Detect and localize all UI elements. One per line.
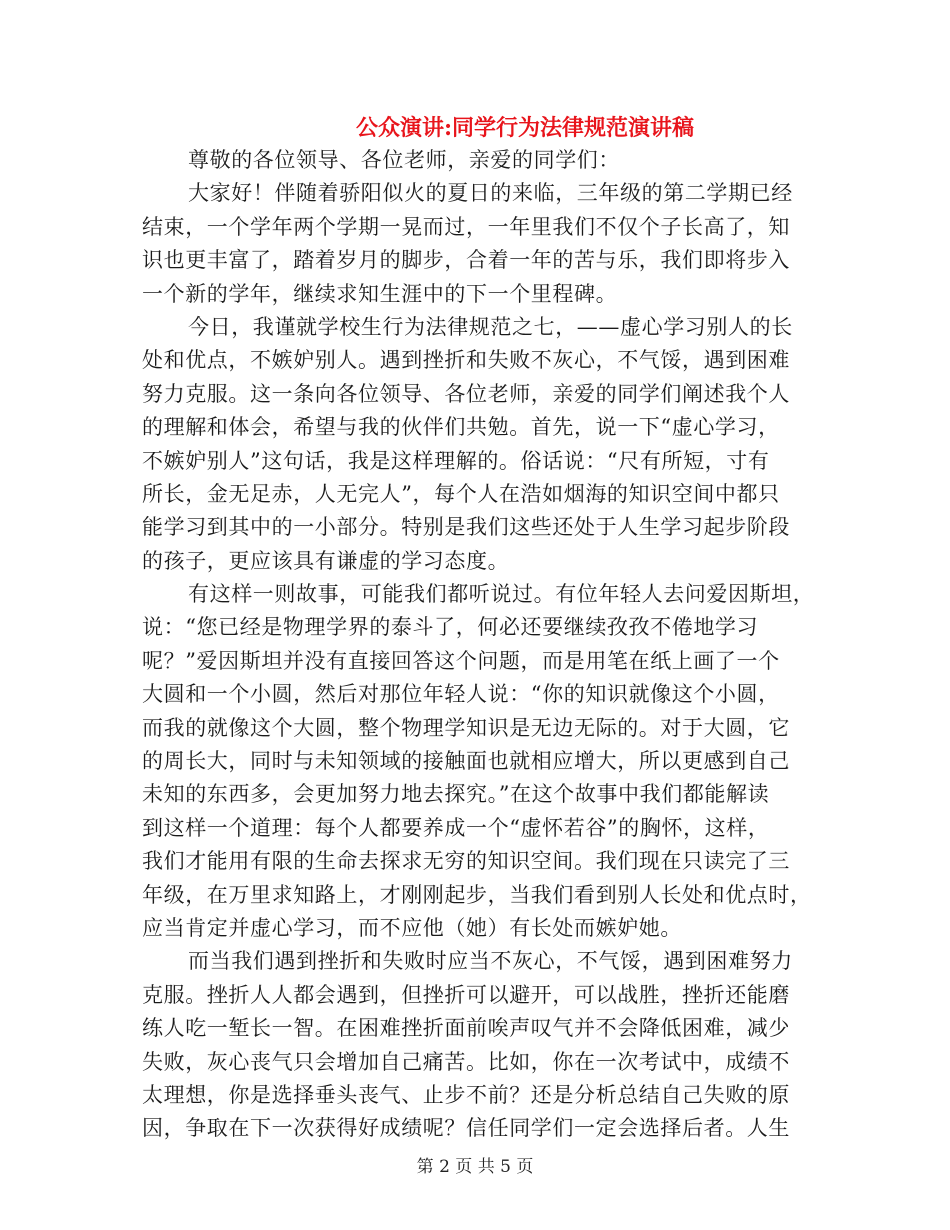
- page-number-footer: 第 2 页 共 5 页: [416, 1157, 534, 1177]
- text-line: 太理想，你是选择垂头丧气、止步不前？还是分析总结自己失败的原: [142, 1082, 790, 1107]
- text-line: 一个新的学年，继续求知生涯中的下一个里程碑。: [142, 281, 618, 306]
- document-title: 公众演讲:同学行为法律规范演讲稿: [355, 115, 695, 141]
- text-line: 处和优点，不嫉妒别人。遇到挫折和失败不灰心，不气馁，遇到困难: [142, 348, 790, 373]
- text-line: 失败，灰心丧气只会增加自己痛苦。比如，你在一次考试中，成绩不: [142, 1049, 790, 1074]
- text-line: 大圆和一个小圆，然后对那位年轻人说：“你的知识就像这个小圆，: [142, 682, 780, 707]
- text-line: 练人吃一堑长一智。在困难挫折面前唉声叹气并不会降低困难，减少: [142, 1016, 790, 1041]
- text-line: 而当我们遇到挫折和失败时应当不灰心，不气馁，遇到困难努力: [188, 949, 793, 974]
- text-line: 未知的东西多，会更加努力地去探究。”在这个故事中我们都能解读: [142, 782, 770, 807]
- document-body: [142, 144, 815, 1146]
- text-line: 不嫉妒别人”这句话，我是这样理解的。俗话说：“尺有所短，寸有: [142, 448, 770, 473]
- text-line: 能学习到其中的一小部分。特别是我们这些还处于人生学习起步阶段: [142, 515, 790, 540]
- text-line: 到这样一个道理：每个人都要养成一个“虚怀若谷”的胸怀，这样，: [142, 815, 770, 840]
- text-line: 因，争取在下一次获得好成绩呢？信任同学们一定会选择后者。人生: [142, 1116, 790, 1141]
- text-line: 努力克服。这一条向各位领导、各位老师，亲爱的同学们阐述我个人: [142, 381, 790, 406]
- text-line: 的周长大，同时与未知领域的接触面也就相应增大，所以更感到自己: [142, 749, 790, 774]
- text-line: 大家好！伴随着骄阳似火的夏日的来临，三年级的第二学期已经: [188, 181, 793, 206]
- text-line: 我们才能用有限的生命去探求无穷的知识空间。我们现在只读完了三: [142, 849, 790, 874]
- text-line: 克服。挫折人人都会遇到，但挫折可以避开，可以战胜，挫折还能磨: [142, 982, 790, 1007]
- text-line: 而我的就像这个大圆，整个物理学知识是无边无际的。对于大圆，它: [142, 715, 790, 740]
- text-line: 所长，金无足赤，人无完人”，每个人在浩如烟海的知识空间中都只: [142, 481, 780, 506]
- text-line: 呢？”爱因斯坦并没有直接回答这个问题，而是用笔在纸上画了一个: [142, 648, 780, 673]
- text-line: 年级，在万里求知路上，才刚刚起步，当我们看到别人长处和优点时，: [142, 882, 812, 907]
- text-line: 识也更丰富了，踏着岁月的脚步，合着一年的苦与乐，我们即将步入: [142, 248, 790, 273]
- text-line: 的理解和体会，希望与我的伙伴们共勉。首先，说一下“虚心学习，: [142, 415, 780, 440]
- text-line: 今日，我谨就学校生行为法律规范之七，——虚心学习别人的长: [188, 314, 793, 339]
- text-line: 应当肯定并虚心学习，而不应他（她）有长处而嫉妒她。: [142, 915, 682, 940]
- text-line: 有这样一则故事，可能我们都听说过。有位年轻人去问爱因斯坦，: [188, 582, 815, 607]
- text-line: 说：“您已经是物理学界的泰斗了，何必还要继续孜孜不倦地学习: [142, 615, 759, 640]
- text-line: 的孩子，更应该具有谦虚的学习态度。: [142, 548, 510, 573]
- text-line: 尊敬的各位领导、各位老师，亲爱的同学们：: [188, 148, 620, 172]
- text-line: 结束，一个学年两个学期一晃而过，一年里我们不仅个子长高了，知: [142, 214, 790, 239]
